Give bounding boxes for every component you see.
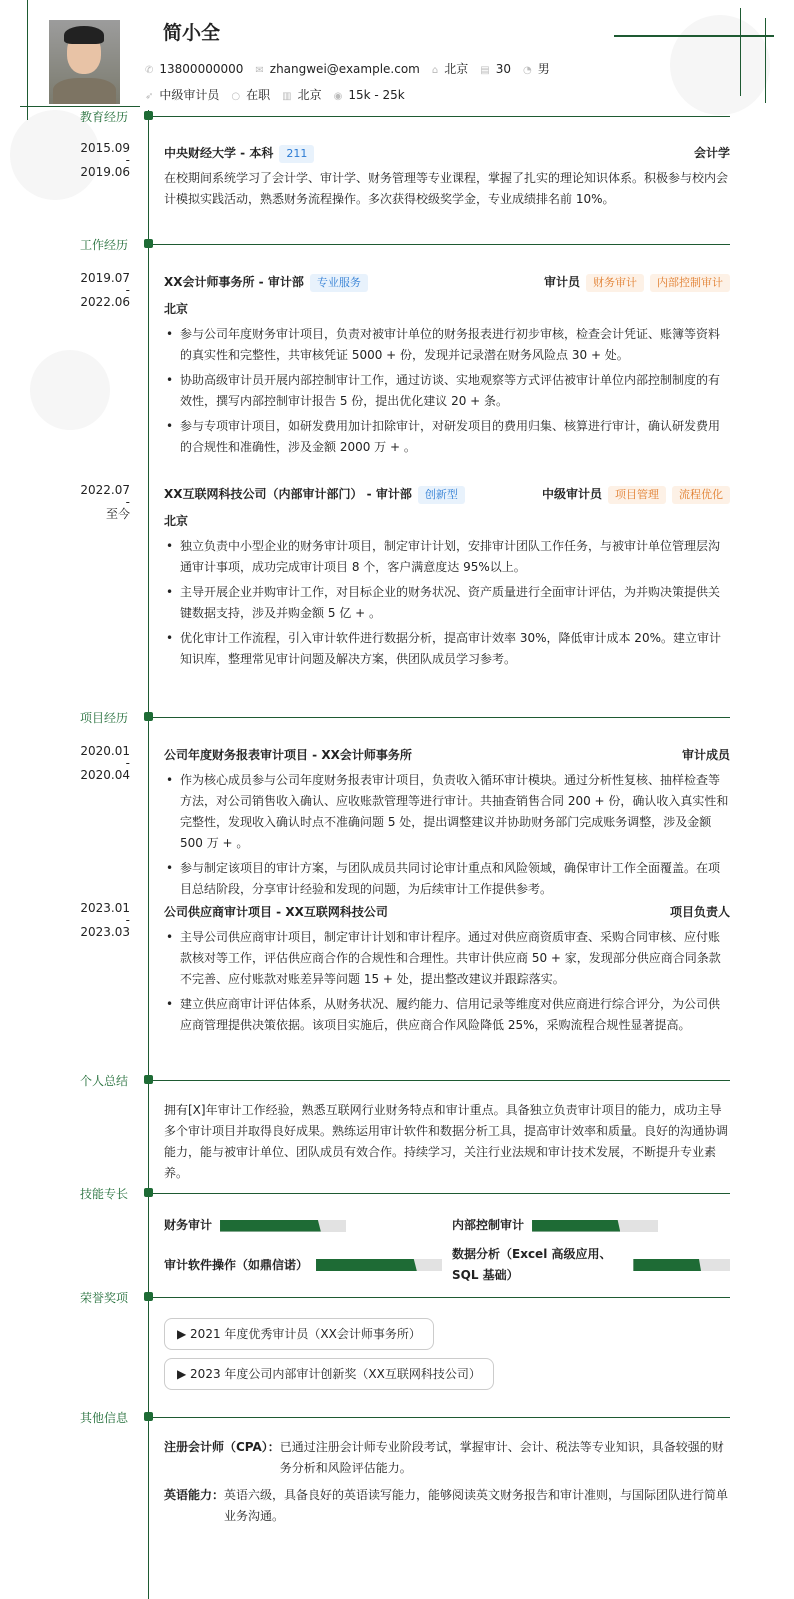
divider [153, 1417, 730, 1418]
gender: 男 [537, 62, 550, 76]
tag: 专业服务 [310, 274, 368, 292]
other-item: 英语能力： 英语六级，具备良好的英语读写能力，能够阅读英文财务报告和审计准则，与国际团队进行简单业务沟通。 [164, 1488, 729, 1523]
divider [153, 116, 730, 117]
skill-bar-fill [532, 1220, 620, 1232]
skill-name: 财务审计 [164, 1218, 213, 1232]
project-name: 公司年度财务报表审计项目 - XX会计师事务所 [164, 748, 412, 762]
list-item: • 优化审计工作流程，引入审计软件进行数据分析，提高审计效率 30%，降低审计成本 20%。建立审计知识库，整理常见审计问题及解决方案，供团队成员学习参考。 [164, 628, 730, 670]
list-item: • 参与制定该项目的审计方案，与团队成员共同讨论审计重点和风险领域，确保审计工作全面覆盖。在项目总结阶段，分享审计经验和发现的问题，为后续审计工作提供参考。 [164, 858, 730, 900]
decor-line [20, 106, 140, 107]
section-title: 工作经历 [79, 238, 128, 252]
skill-name: 数据分析（Excel 高级应用、SQL 基础） [452, 1247, 612, 1282]
tag: 流程优化 [672, 486, 730, 504]
education-desc: 在校期间系统学习了会计学、审计学、财务管理等专业课程，掌握了扎实的理论知识体系。积极参与校内会计模拟实践活动，熟悉财务流程操作。多次获得校级奖学金，专业成绩排名前 10%。 [164, 171, 729, 206]
decor-circle [30, 350, 110, 430]
send-icon: ➶ [145, 91, 154, 102]
date-range: 2022.07 - 至今 [80, 483, 130, 521]
gender-icon: ◔ [522, 65, 532, 76]
divider [153, 1193, 730, 1194]
phone: 13800000000 [159, 61, 244, 76]
date-range: 2015.09 - 2019.06 [80, 141, 130, 179]
timeline-dot [144, 111, 153, 120]
skill-item [164, 1215, 452, 1236]
list-item: • 参与专项审计项目，如研发费用加计扣除审计，对研发项目的费用归集、核算进行审计，确认研发费用的合规性和准确性，涉及金额 2000 万 + 。 [164, 416, 730, 458]
section-title: 项目经历 [79, 711, 128, 725]
timeline-dot [144, 712, 153, 721]
major: 会计学 [693, 146, 730, 160]
work-city: 北京 [164, 514, 189, 528]
list-item: • 建立供应商审计评估体系，从财务状况、履约能力、信用记录等维度对供应商进行综合评分，为公司供应商管理提供决策依据。该项目实施后，供应商合作风险降低 25%，采购流程合规性显著提高。 [164, 994, 730, 1036]
list-item: • 作为核心成员参与公司年度财务报表审计项目，负责收入循环审计模块。通过分析性复核、抽样检查等方法，对公司销售收入确认、应收账款管理等进行审计。共抽查销售合同 200 + 份，确认收入真实性和完整性，发现收入确认时点不准确问题 5 处，提出调整建议并协助财务部门完成账务调整，涉及金额 500 万 + 。 [164, 770, 730, 854]
section-title: 个人总结 [79, 1074, 128, 1088]
timeline-dot [144, 1075, 153, 1084]
age-icon: ▤ [480, 64, 490, 76]
tag: 创新型 [418, 486, 465, 504]
skill-item [452, 1215, 730, 1236]
candidate-name: 简小全 [163, 22, 221, 44]
project-name: 公司供应商审计项目 - XX互联网科技公司 [164, 905, 388, 919]
skill-bar-fill [316, 1259, 417, 1271]
timeline-line [148, 110, 149, 1599]
timeline-dot [144, 1292, 153, 1301]
skill-item [452, 1244, 730, 1286]
mail-icon: ✉ [255, 64, 264, 76]
timeline-dot [144, 239, 153, 248]
position: 中级审计员 [159, 88, 220, 102]
job-intent-row [145, 86, 405, 103]
decor-line [614, 35, 774, 37]
skill-name: 审计软件操作（如鼎信诺） [164, 1257, 309, 1272]
section-title: 技能专长 [79, 1187, 128, 1201]
location: 北京 [444, 62, 469, 76]
skill-bar [220, 1220, 346, 1232]
role: 项目负责人 [669, 905, 730, 919]
status: 在职 [246, 88, 271, 102]
skill-bar [633, 1259, 730, 1271]
role: 审计员 [543, 275, 580, 289]
avatar [49, 20, 120, 104]
divider [153, 1080, 730, 1081]
timeline-dot [144, 1188, 153, 1197]
building-icon: ▥ [282, 91, 292, 102]
summary-text: 拥有[X]年审计工作经验，熟悉互联网行业财务特点和审计重点。具备独立负责审计项目的能力，成功主导多个审计项目并取得良好成果。熟练运用审计软件和数据分析工具，提高审计效率和质量。良好的沟通协调能力，能与被审计单位、团队成员有效合作。持续学习，关注行业法规和审计技术发展，不断提升专业素养。 [164, 1103, 729, 1180]
section-title: 其他信息 [79, 1411, 128, 1425]
tag: 财务审计 [586, 274, 644, 292]
decor-line [765, 18, 766, 103]
date-range: 2023.01 - 2023.03 [80, 901, 130, 939]
skill-item [164, 1244, 452, 1286]
contact-row [145, 60, 550, 77]
divider [153, 244, 730, 245]
date-range: 2020.01 - 2020.04 [80, 744, 130, 782]
skill-bar [316, 1259, 442, 1271]
honor-item: ▶ 2021 年度优秀审计员（XX会计师事务所） [164, 1318, 434, 1350]
tag: 项目管理 [608, 486, 666, 504]
work-city: 北京 [164, 302, 189, 316]
phone-icon: ✆ [145, 64, 154, 76]
role: 审计成员 [681, 748, 730, 762]
salary: 15k - 25k [348, 87, 405, 102]
skill-name: 内部控制审计 [452, 1218, 525, 1232]
date-range: 2019.07 - 2022.06 [80, 271, 130, 309]
divider [153, 1297, 730, 1298]
section-title: 荣誉奖项 [79, 1291, 128, 1305]
home-icon: ⌂ [431, 65, 439, 76]
company: XX互联网科技公司（内部审计部门） - 审计部 [164, 487, 412, 501]
salary-icon: ◉ [333, 90, 343, 102]
decor-line [740, 8, 741, 96]
list-item: • 主导公司供应商审计项目，制定审计计划和审计程序。通过对供应商资质审查、采购合同审核、应付账款核对等工作，评估供应商合作的合规性和合理性。共审计供应商 50 + 家，发现部分供应商合同条款不完善、应付账款对账差异等问题 15 + 处，提出整改建议并跟踪落实。 [164, 927, 730, 990]
divider [153, 717, 730, 718]
email: zhangwei@example.com [269, 61, 420, 76]
decor-line [27, 0, 28, 120]
timeline-dot [144, 1412, 153, 1421]
list-item: • 协助高级审计员开展内部控制审计工作，通过访谈、实地观察等方式评估被审计单位内部控制制度的有效性，撰写内部控制审计报告 5 份，提出优化建议 20 + 条。 [164, 370, 730, 412]
age: 30 [495, 61, 511, 76]
list-item: • 参与公司年度财务审计项目，负责对被审计单位的财务报表进行初步审核，检查会计凭证、账簿等资料的真实性和完整性，共审核凭证 5000 + 份，发现并记录潜在财务风险点 30 + 处。 [164, 324, 730, 366]
tag: 内部控制审计 [650, 274, 730, 292]
tag: 211 [279, 145, 314, 163]
role: 中级审计员 [541, 487, 602, 501]
skill-bar-fill [220, 1220, 321, 1232]
list-item: • 独立负责中小型企业的财务审计项目，制定审计计划，安排审计团队工作任务，与被审计单位管理层沟通审计事项，成功完成审计项目 8 个，客户满意度达 95%以上。 [164, 536, 730, 578]
decor-circle [670, 15, 770, 115]
status-icon: ○ [231, 91, 241, 102]
company: XX会计师事务所 - 审计部 [164, 275, 304, 289]
school: 中央财经大学 - 本科 [164, 146, 274, 160]
section-title: 教育经历 [79, 110, 128, 124]
city: 北京 [297, 88, 322, 102]
honor-item: ▶ 2023 年度公司内部审计创新奖（XX互联网科技公司） [164, 1358, 494, 1390]
list-item: • 主导开展企业并购审计工作，对目标企业的财务状况、资产质量进行全面审计评估，为并购决策提供关键数据支持，涉及并购金额 5 亿 + 。 [164, 582, 730, 624]
skill-bar-fill [633, 1259, 701, 1271]
skill-bar [532, 1220, 658, 1232]
other-item: 注册会计师（CPA）： 已通过注册会计师专业阶段考试，掌握审计、会计、税法等专业知识，具备较强的财务分析和风险评估能力。 [164, 1440, 724, 1475]
